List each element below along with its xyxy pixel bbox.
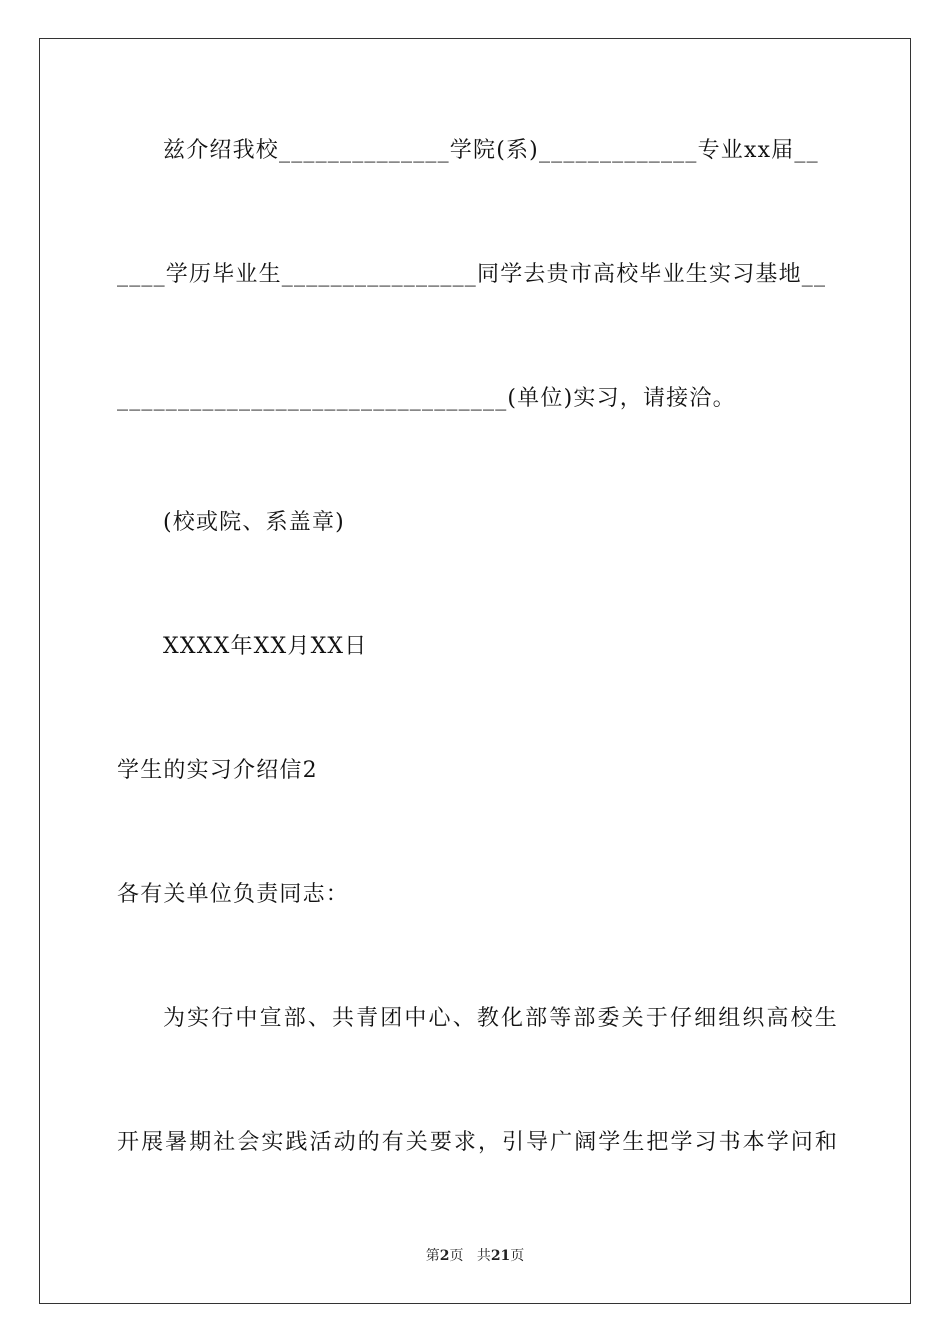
glyph: 实	[261, 1130, 284, 1155]
glyph: 引	[502, 1130, 525, 1155]
footer-page-prefix: 第	[425, 1248, 440, 1264]
glyph: 共	[331, 1006, 354, 1031]
glyph: 中	[404, 1006, 427, 1031]
body-line-3: ________________________________(单位)实习，请接洽。	[117, 386, 736, 411]
glyph: 生	[814, 1006, 837, 1031]
glyph: 等	[549, 1006, 572, 1031]
glyph: 动	[333, 1130, 356, 1155]
glyph: 要	[429, 1130, 452, 1155]
glyph: 委	[597, 1006, 620, 1031]
glyph: 、	[452, 1006, 475, 1031]
glyph: 高	[766, 1006, 789, 1031]
paragraph-line-1	[163, 1002, 837, 1036]
glyph: 开	[117, 1130, 140, 1155]
glyph: 生	[622, 1130, 645, 1155]
glyph: 和	[814, 1130, 837, 1155]
glyph: 书	[718, 1130, 741, 1155]
glyph: 组	[718, 1006, 741, 1031]
glyph: 部	[525, 1006, 548, 1031]
glyph: 期	[189, 1130, 212, 1155]
glyph: 习	[694, 1130, 717, 1155]
seal-note: (校或院、系盖章)	[163, 510, 345, 535]
footer-total-prefix: 共	[476, 1248, 491, 1264]
body-line-2: ____学历毕业生________________同学去贵市高校毕业生实习基地__	[117, 262, 827, 287]
glyph: 会	[237, 1130, 260, 1155]
glyph: 的	[357, 1130, 380, 1155]
salutation: 各有关单位负责同志：	[117, 882, 350, 907]
glyph: 青	[356, 1006, 379, 1031]
glyph: 心	[428, 1006, 451, 1031]
footer-total-pages: 21	[490, 1248, 511, 1264]
glyph: 关	[621, 1006, 644, 1031]
glyph: 学	[766, 1130, 789, 1155]
date-line: XXXX年XX月XX日	[163, 634, 368, 659]
glyph: 中	[235, 1006, 258, 1031]
glyph: 本	[742, 1130, 765, 1155]
page-border	[39, 38, 911, 1304]
glyph: 求	[453, 1130, 476, 1155]
glyph: 有	[381, 1130, 404, 1155]
glyph: 化	[500, 1006, 523, 1031]
glyph: 、	[307, 1006, 330, 1031]
glyph: 广	[550, 1130, 573, 1155]
page-footer	[0, 1246, 950, 1266]
footer-page-suffix: 页	[449, 1248, 464, 1264]
glyph: 学	[598, 1130, 621, 1155]
glyph: 展	[141, 1130, 164, 1155]
footer-page-number: 2	[439, 1248, 450, 1264]
paragraph-line-2	[117, 1126, 837, 1160]
glyph: 仔	[669, 1006, 692, 1031]
body-line-1: 兹介绍我校______________学院(系)_____________专业xx届__	[163, 138, 819, 163]
section-title: 学生的实习介绍信2	[117, 758, 318, 783]
glyph: 关	[405, 1130, 428, 1155]
glyph: 教	[476, 1006, 499, 1031]
glyph: 践	[285, 1130, 308, 1155]
glyph: 于	[645, 1006, 668, 1031]
glyph: 阔	[574, 1130, 597, 1155]
glyph: 部	[573, 1006, 596, 1031]
glyph: 学	[670, 1130, 693, 1155]
glyph: 活	[309, 1130, 332, 1155]
glyph: 细	[694, 1006, 717, 1031]
glyph: 为	[163, 1006, 186, 1031]
glyph: 问	[790, 1130, 813, 1155]
glyph: 部	[283, 1006, 306, 1031]
glyph: 社	[213, 1130, 236, 1155]
glyph: 把	[646, 1130, 669, 1155]
glyph: 导	[526, 1130, 549, 1155]
glyph: 团	[380, 1006, 403, 1031]
glyph: 织	[742, 1006, 765, 1031]
glyph: 实	[187, 1006, 210, 1031]
glyph: 暑	[165, 1130, 188, 1155]
glyph: 宣	[259, 1006, 282, 1031]
glyph: 校	[790, 1006, 813, 1031]
glyph: ，	[477, 1130, 500, 1155]
glyph: 行	[211, 1006, 234, 1031]
footer-total-suffix: 页	[510, 1248, 525, 1264]
